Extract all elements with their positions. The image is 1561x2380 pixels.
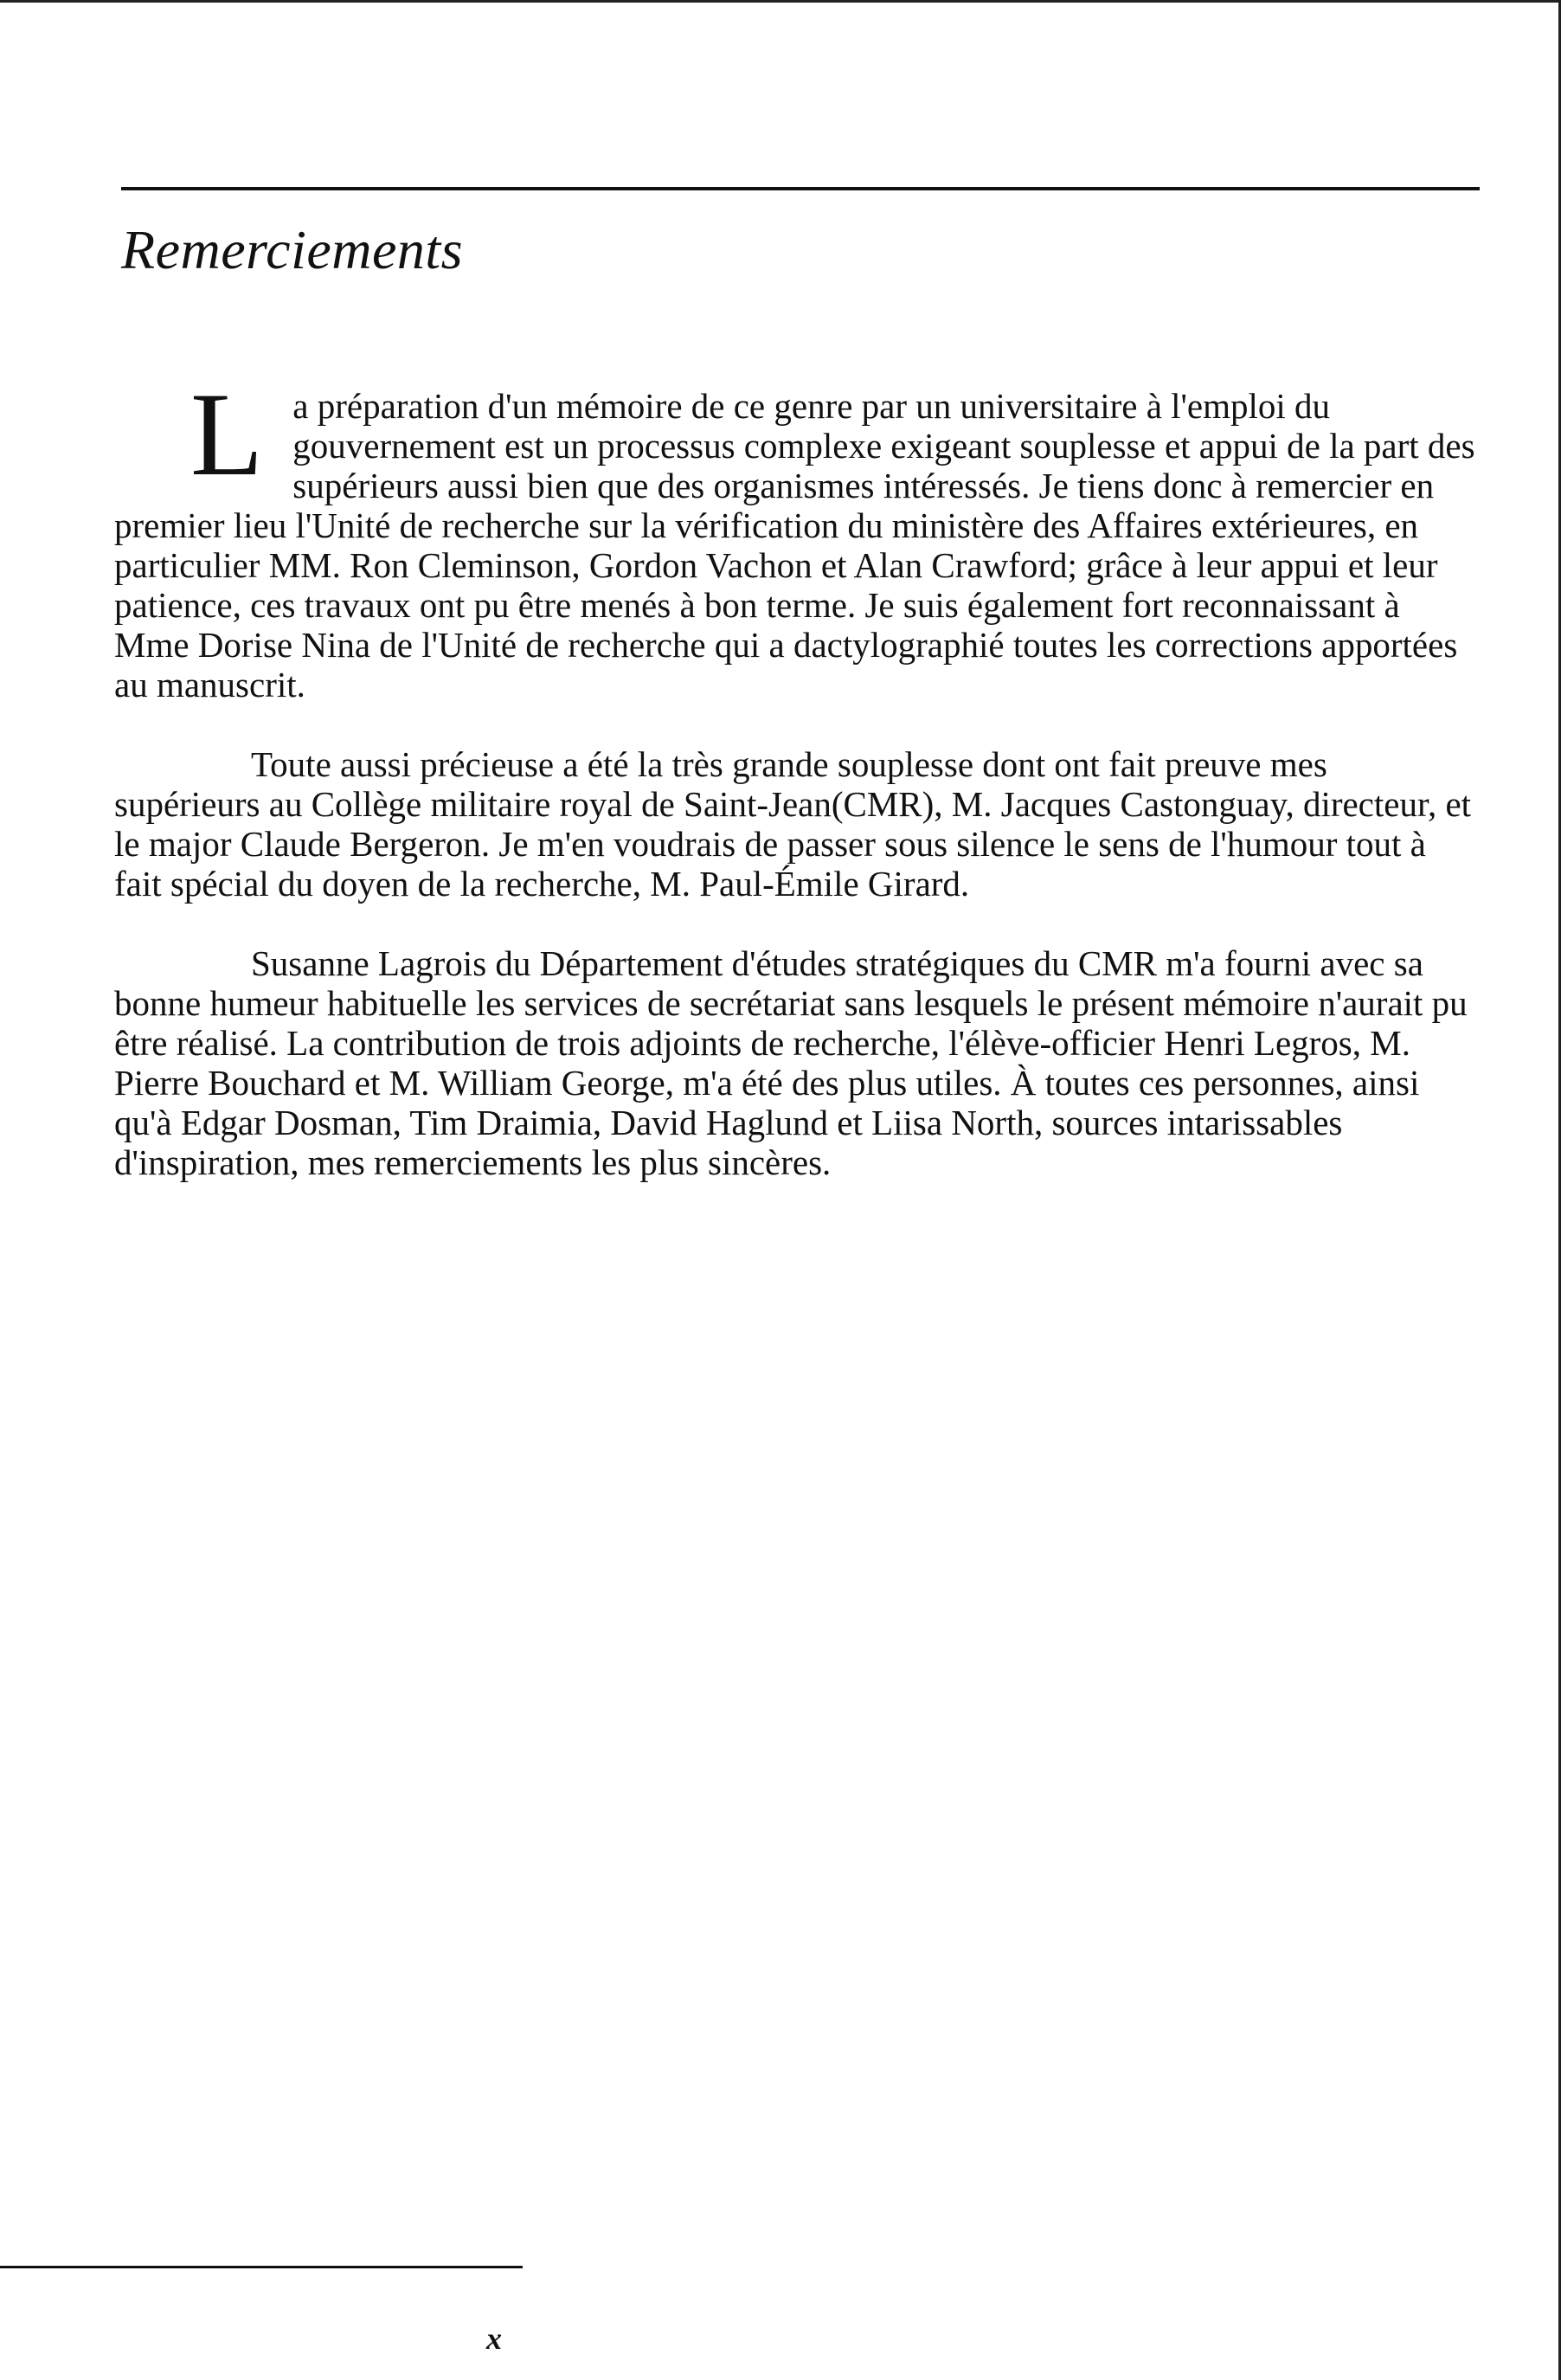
header-rule — [121, 187, 1480, 190]
page-title: Remerciements — [121, 219, 464, 280]
page-number: x — [486, 2321, 502, 2356]
footer-rule — [0, 2266, 523, 2268]
paragraph-3: Susanne Lagrois du Département d'études stratégiques du CMR m'a fourni avec sa bonne humeur habituelle les services de secrétariat sans lesquels le présent mémoire n'aurait pu être réalisé. La contribution de trois adjoints de recherche, l'élève-officier Henri Legros, M. Pierre Bouchard et M. William George, m'a été des plus utiles. À toutes ces personnes, ainsi qu'à Edgar Dosman, Tim Draimia, David Haglund et Liisa North, sources intarissables d'inspiration, mes remerciements les plus sincères. — [114, 943, 1468, 1182]
paragraph-1-text: a préparation d'un mémoire de ce genre par un universitaire à l'emploi du gouvernement est un processus complexe exigeant souplesse et appui de la part des supérieurs aussi bien que des organismes intéressés. Je tiens donc à remercier en premier lieu l'Unité de recherche sur la vérification du ministère des Affaires extérieures, en particulier MM. Ron Cleminson, Gordon Vachon et Alan Crawford; grâce à leur appui et leur patience, ces travaux ont pu être menés à bon terme. Je suis également fort reconnaissant à Mme Dorise Nina de l'Unité de recherche qui a dactylographié toutes les corrections apportées au manuscrit. — [114, 386, 1475, 704]
paragraph-2: Toute aussi précieuse a été la très grande souplesse dont ont fait preuve mes supérieurs au Collège militaire royal de Saint-Jean(CMR), M. Jacques Castonguay, directeur, et le major Claude Bergeron. Je m'en voudrais de passer sous silence le sens de l'humour tout à fait spécial du doyen de la recherche, M. Paul-Émile Girard. — [114, 744, 1472, 904]
drop-cap: L — [190, 368, 264, 500]
page-border-top — [0, 0, 1561, 3]
acknowledgements-body — [114, 368, 1481, 1222]
paragraph-1 — [114, 368, 1481, 704]
